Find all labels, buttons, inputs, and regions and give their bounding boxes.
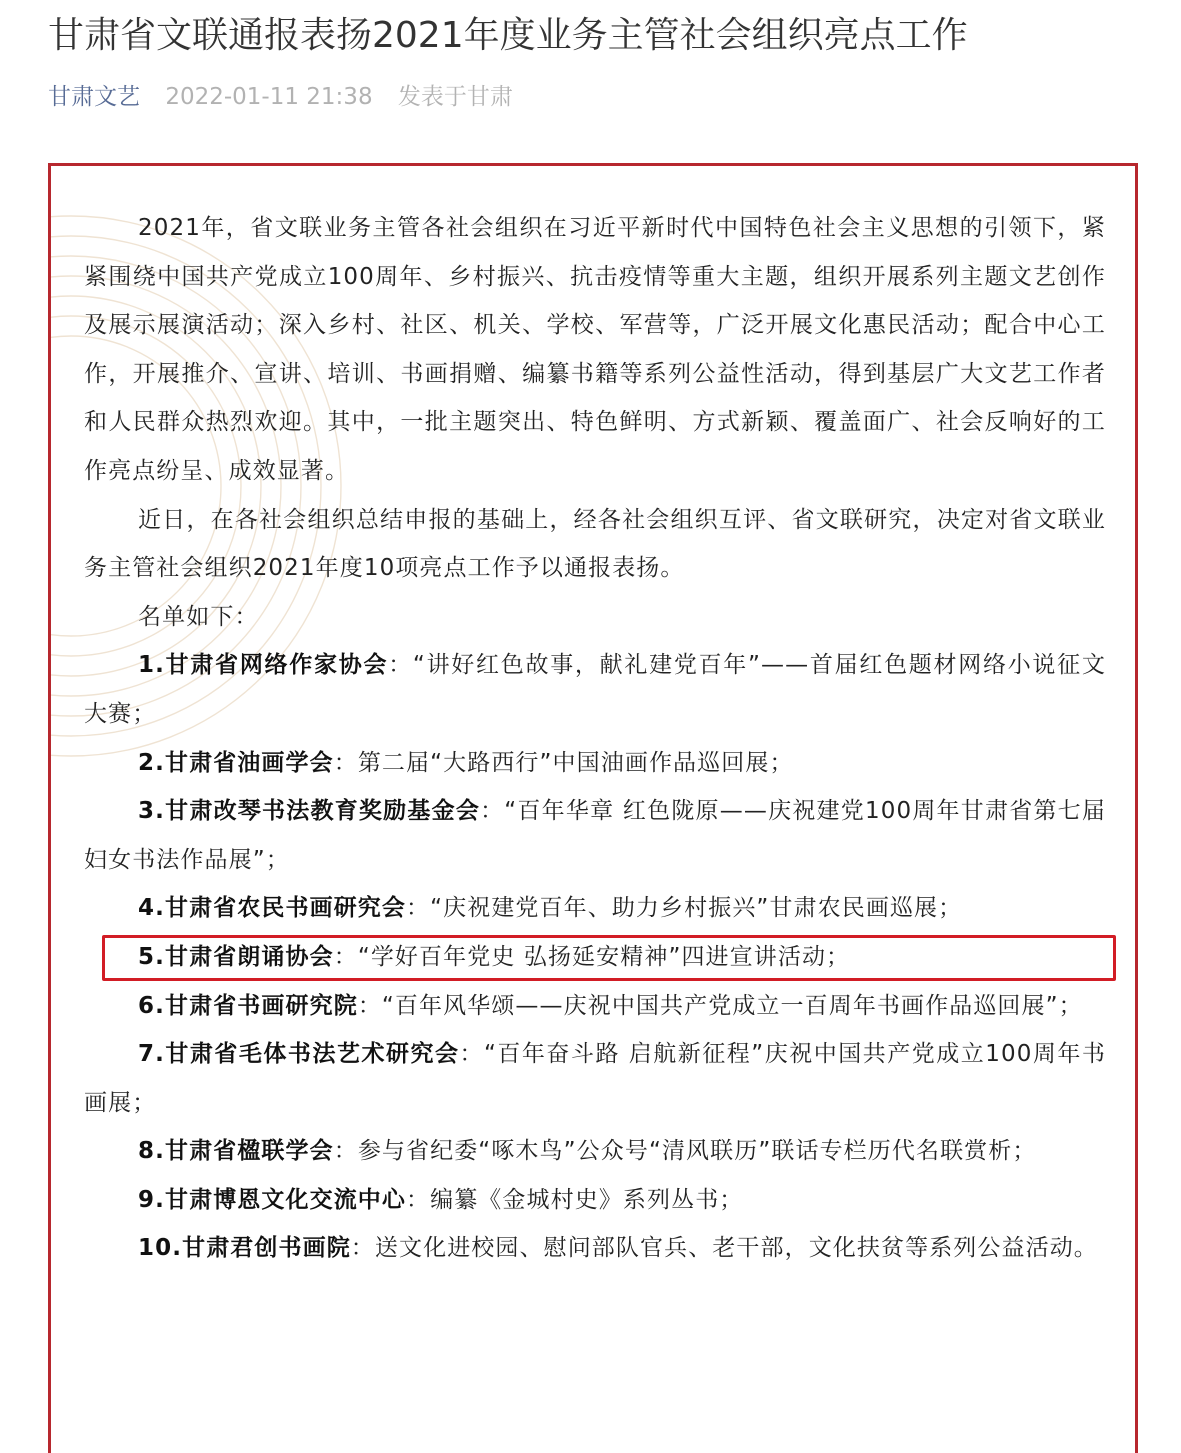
item-separator: ：: [388, 652, 413, 679]
list-heading: 名单如下：: [138, 603, 259, 630]
item-organization: 甘肃省毛体书法艺术研究会: [165, 1041, 460, 1068]
item-description: 第二届“大路西行”中国油画作品巡回展；: [357, 749, 794, 776]
item-separator: ：: [350, 1235, 375, 1262]
publish-location: 发表于甘肃: [397, 84, 513, 110]
item-organization: 甘肃省油画学会: [165, 749, 334, 776]
item-organization: 甘肃博恩文化交流中心: [165, 1186, 406, 1213]
list-item: [84, 982, 1106, 1031]
account-name-link[interactable]: 甘肃文艺: [48, 84, 140, 110]
article-title: 甘肃省文联通报表扬2021年度业务主管社会组织亮点工作: [48, 15, 968, 56]
item-separator: ：: [406, 1186, 431, 1213]
item-description: “百年奋斗路 启航新征程”庆祝中国共产党成立100周年书画展；: [84, 1041, 1106, 1116]
item-description: 参与省纪委“啄木鸟”公众号“清风联历”联话专栏历代名联赏析；: [357, 1138, 1037, 1165]
item-organization: 甘肃省朗诵协会: [165, 943, 334, 970]
item-description: 编纂《金城村史》系列丛书；: [430, 1186, 744, 1213]
publish-time: 2022-01-11 21:38: [165, 84, 373, 110]
list-item: [84, 1127, 1106, 1176]
article-body: [84, 204, 1106, 1273]
item-separator: ：: [333, 749, 358, 776]
item-separator: ：: [480, 798, 505, 825]
item-description: “讲好红色故事，献礼建党百年”——首届红色题材网络小说征文大赛；: [84, 652, 1106, 727]
article-meta: [48, 80, 513, 114]
item-number: 7.: [138, 1041, 165, 1068]
item-organization: 甘肃省农民书画研究会: [165, 895, 406, 922]
item-separator: ：: [459, 1041, 484, 1068]
item-description: “庆祝建党百年、助力乡村振兴”甘肃农民画巡展；: [430, 895, 963, 922]
item-number: 8.: [138, 1138, 165, 1165]
item-number: 10.: [138, 1235, 183, 1262]
item-number: 9.: [138, 1186, 165, 1213]
item-organization: 甘肃省楹联学会: [165, 1138, 334, 1165]
intro-paragraph: 近日，在各社会组织总结申报的基础上，经各社会组织互评、省文联研究，决定对省文联业务主管社会组织2021年度10项亮点工作予以通报表扬。: [84, 506, 1106, 582]
item-separator: ：: [333, 943, 358, 970]
list-item: [84, 641, 1106, 738]
item-number: 3.: [138, 798, 165, 825]
item-separator: ：: [406, 895, 431, 922]
list-item: [84, 884, 1106, 933]
article-content-frame: [48, 163, 1138, 1453]
item-number: 6.: [138, 992, 165, 1019]
item-separator: ：: [333, 1138, 358, 1165]
list-item: [84, 787, 1106, 884]
item-description: “百年华章 红色陇原——庆祝建党100周年甘肃省第七届妇女书法作品展”；: [84, 798, 1106, 873]
list-item: [84, 1176, 1106, 1225]
item-organization: 甘肃君创书画院: [182, 1235, 351, 1262]
item-description: 送文化进校园、慰问部队官兵、老干部，文化扶贫等系列公益活动。: [374, 1235, 1098, 1262]
item-number: 2.: [138, 749, 165, 776]
item-description: “百年风华颂——庆祝中国共产党成立一百周年书画作品巡回展”；: [381, 992, 1083, 1019]
list-item: [84, 739, 1106, 788]
item-organization: 甘肃省书画研究院: [165, 992, 358, 1019]
list-item: [84, 1224, 1106, 1273]
list-item: [84, 1030, 1106, 1127]
list-item-highlighted: [84, 933, 1106, 982]
item-organization: 甘肃改琴书法教育奖励基金会: [165, 798, 481, 825]
intro-paragraph: 2021年，省文联业务主管各社会组织在习近平新时代中国特色社会主义思想的引领下，紧紧围绕中国共产党成立100周年、乡村振兴、抗击疫情等重大主题，组织开展系列主题文艺创作及展示展演活动；深入乡村、社区、机关、学校、军营等，广泛开展文化惠民活动；配合中心工作，开展推介、宣讲、培训、书画捐赠、编纂书籍等系列公益性活动，得到基层广大文艺工作者和人民群众热烈欢迎。其中，一批主题突出、特色鲜明、方式新颖、覆盖面广、社会反响好的工作亮点纷呈、成效显著。: [84, 215, 1106, 484]
item-number: 5.: [138, 943, 165, 970]
item-description: “学好百年党史 弘扬延安精神”四进宣讲活动；: [357, 943, 851, 970]
item-number: 4.: [138, 895, 165, 922]
item-organization: 甘肃省网络作家协会: [165, 652, 389, 679]
item-number: 1.: [138, 652, 165, 679]
item-separator: ：: [357, 992, 382, 1019]
